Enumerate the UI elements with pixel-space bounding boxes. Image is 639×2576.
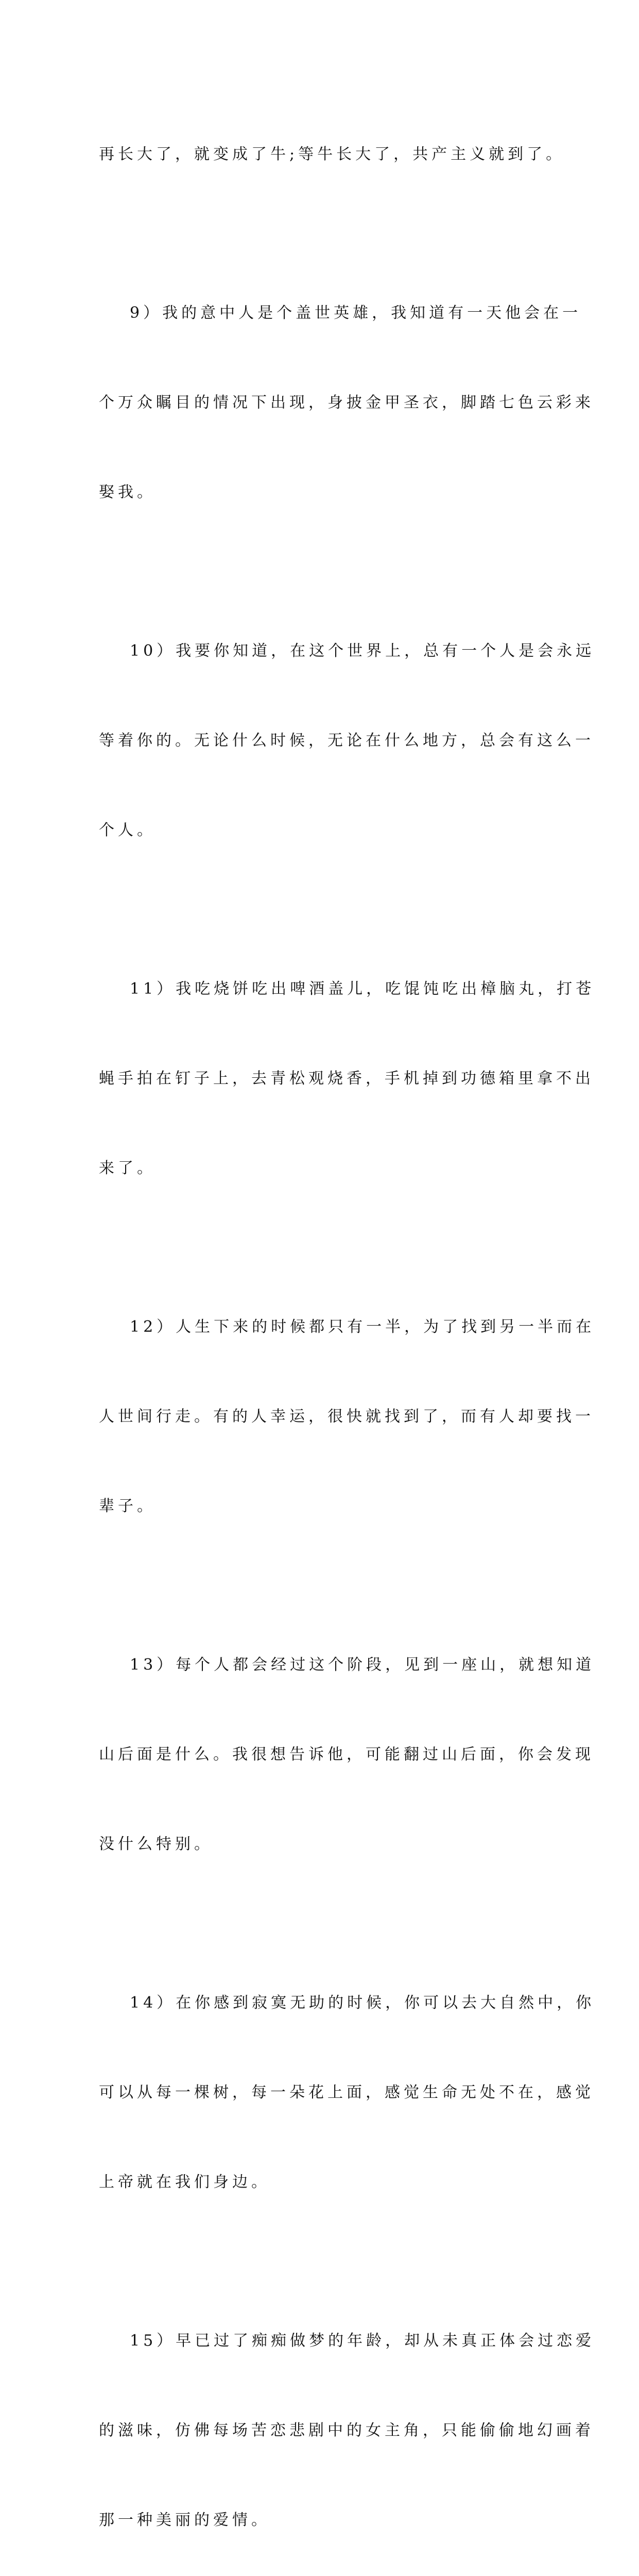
- paragraph-line: 山后面是什么。我很想告诉他，可能翻过山后面，你会发现: [99, 1745, 594, 1764]
- paragraph-15: [99, 2266, 595, 2576]
- paragraph-line: 人世间行走。有的人幸运，很快就找到了，而有人却要找一: [99, 1408, 594, 1426]
- paragraph-line: 的滋味，仿佛每场苦恋悲剧中的女主角，只能偷偷地幻画着: [99, 2421, 594, 2439]
- paragraph-line: 10）我要你知道，在这个世界上，总有一个人是会永远: [130, 642, 595, 660]
- paragraph-line: 13）每个人都会经过这个阶段，见到一座山，就想知道: [130, 1656, 595, 1674]
- paragraph-line: 没什么特别。: [99, 1835, 213, 1853]
- paragraph-14: [99, 1928, 595, 2257]
- paragraph-1: [99, 80, 565, 229]
- paragraph-line: 辈子。: [99, 1497, 156, 1515]
- paragraph-line: 11）我吃烧饼吃出啤酒盖儿，吃馄饨吃出樟脑丸，打苍: [130, 980, 595, 998]
- paragraph-line: 那一种美丽的爱情。: [99, 2511, 270, 2529]
- paragraph-line: 可以从每一棵树，每一朵花上面，感觉生命无处不在，感觉: [99, 2083, 594, 2102]
- paragraph-line: 等着你的。无论什么时候，无论在什么地方，总会有这么一: [99, 732, 594, 750]
- paragraph-line: 来了。: [99, 1159, 156, 1177]
- paragraph-line: 上帝就在我们身边。: [99, 2173, 270, 2191]
- paragraph-line: 12）人生下来的时候都只有一半，为了找到另一半而在: [130, 1318, 595, 1336]
- paragraph-line: 再长大了，就变成了牛;等牛长大了，共产主义就到了。: [99, 145, 565, 163]
- paragraph-line: 娶我。: [99, 483, 156, 501]
- paragraph-13: [99, 1590, 595, 1919]
- document-body: [99, 80, 595, 2576]
- paragraph-12: [99, 1252, 595, 1581]
- paragraph-line: 9）我的意中人是个盖世英雄，我知道有一天他会在一: [130, 304, 582, 322]
- paragraph-10: [99, 577, 595, 905]
- paragraph-line: 15）早已过了痴痴做梦的年龄，却从未真正体会过恋爱: [130, 2332, 595, 2350]
- paragraph-11: [99, 914, 595, 1243]
- paragraph-9: [99, 239, 594, 567]
- paragraph-line: 个万众瞩目的情况下出现，身披金甲圣衣，脚踏七色云彩来: [99, 394, 594, 412]
- paragraph-line: 个人。: [99, 821, 156, 839]
- paragraph-line: 蝇手拍在钉子上，去青松观烧香，手机掉到功德箱里拿不出: [99, 1070, 594, 1088]
- paragraph-line: 14）在你感到寂寞无助的时候，你可以去大自然中，你: [130, 1994, 595, 2012]
